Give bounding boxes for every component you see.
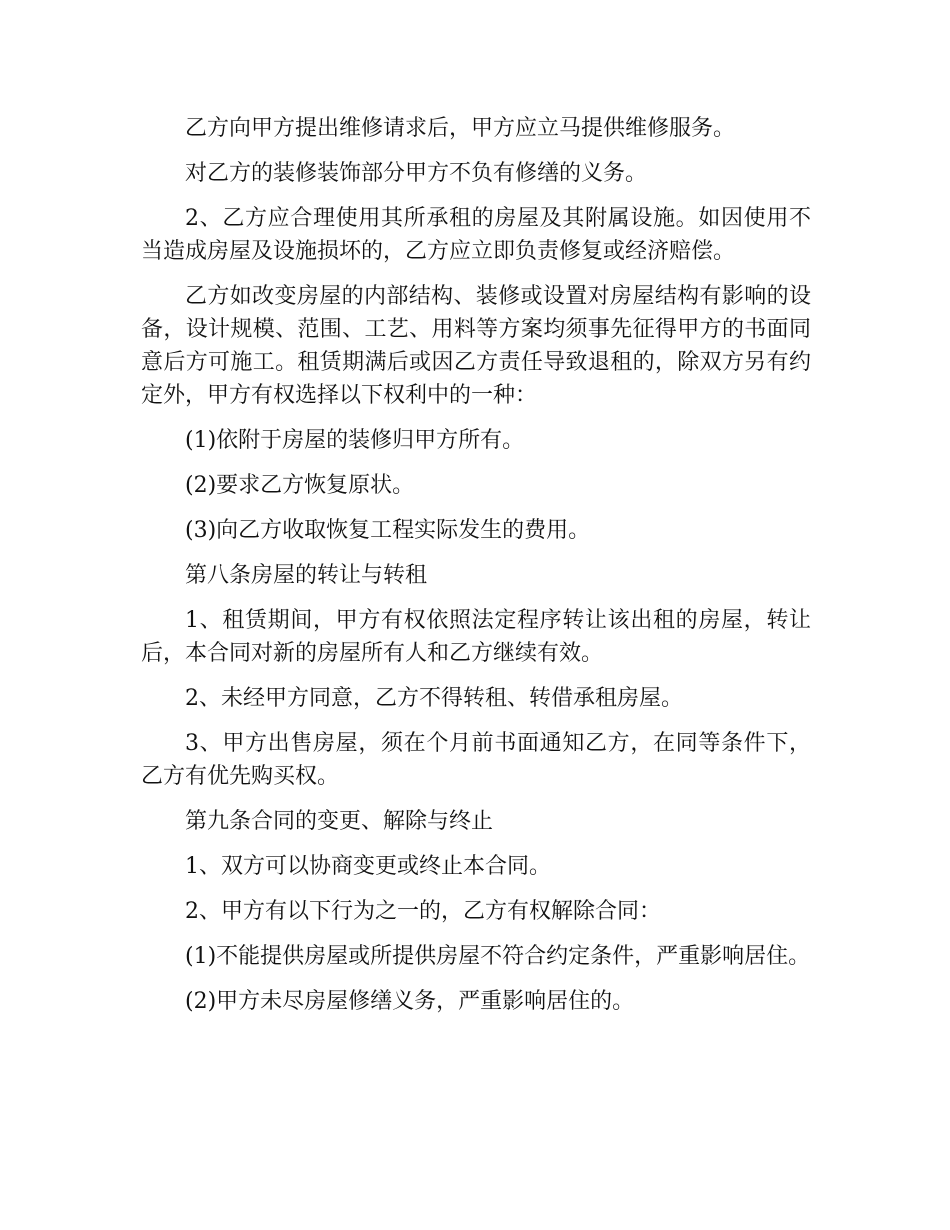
paragraph-decoration-duty: 对乙方的装修装饰部分甲方不负有修缮的义务。 [185, 161, 648, 186]
paragraph-ground-1: (1)不能提供房屋或所提供房屋不符合约定条件，严重影响居住。 [185, 944, 811, 969]
article-8-heading: 第八条房屋的转让与转租 [185, 563, 428, 588]
paragraph-negotiate: 1、双方可以协商变更或终止本合同。 [185, 854, 551, 879]
paragraph-transfer: 1、租赁期间，甲方有权依照法定程序转让该出租的房屋，转让后，本合同对新的房屋所有人和乙方继续有效。 [141, 608, 811, 666]
article-9-heading: 第九条合同的变更、解除与终止 [185, 809, 494, 834]
paragraph-option-2: (2)要求乙方恢复原状。 [185, 473, 415, 498]
document-body [141, 112, 811, 1030]
paragraph-option-1: (1)依附于房屋的装修归甲方所有。 [185, 428, 525, 453]
paragraph-termination-grounds: 2、甲方有以下行为之一的，乙方有权解除合同： [185, 899, 661, 924]
paragraph-proper-use: 2、乙方应合理使用其所承租的房屋及其附属设施。如因使用不当造成房屋及设施损坏的，乙方应立即负责修复或经济赔偿。 [141, 206, 811, 264]
paragraph-option-3: (3)向乙方收取恢复工程实际发生的费用。 [185, 518, 591, 543]
paragraph-ground-2: (2)甲方未尽房屋修缮义务，严重影响居住的。 [185, 989, 635, 1014]
paragraph-sublease: 2、未经甲方同意，乙方不得转租、转借承租房屋。 [185, 686, 683, 711]
paragraph-structure-change: 乙方如改变房屋的内部结构、装修或设置对房屋结构有影响的设备，设计规模、范围、工艺、用料等方案均须事先征得甲方的书面同意后方可施工。租赁期满后或因乙方责任导致退租的，除双方另有约定外，甲方有权选择以下权利中的一种： [141, 284, 811, 408]
paragraph-repair-request: 乙方向甲方提出维修请求后，甲方应立马提供维修服务。 [185, 116, 736, 141]
paragraph-sale-priority: 3、甲方出售房屋，须在个月前书面通知乙方，在同等条件下，乙方有优先购买权。 [141, 731, 811, 789]
